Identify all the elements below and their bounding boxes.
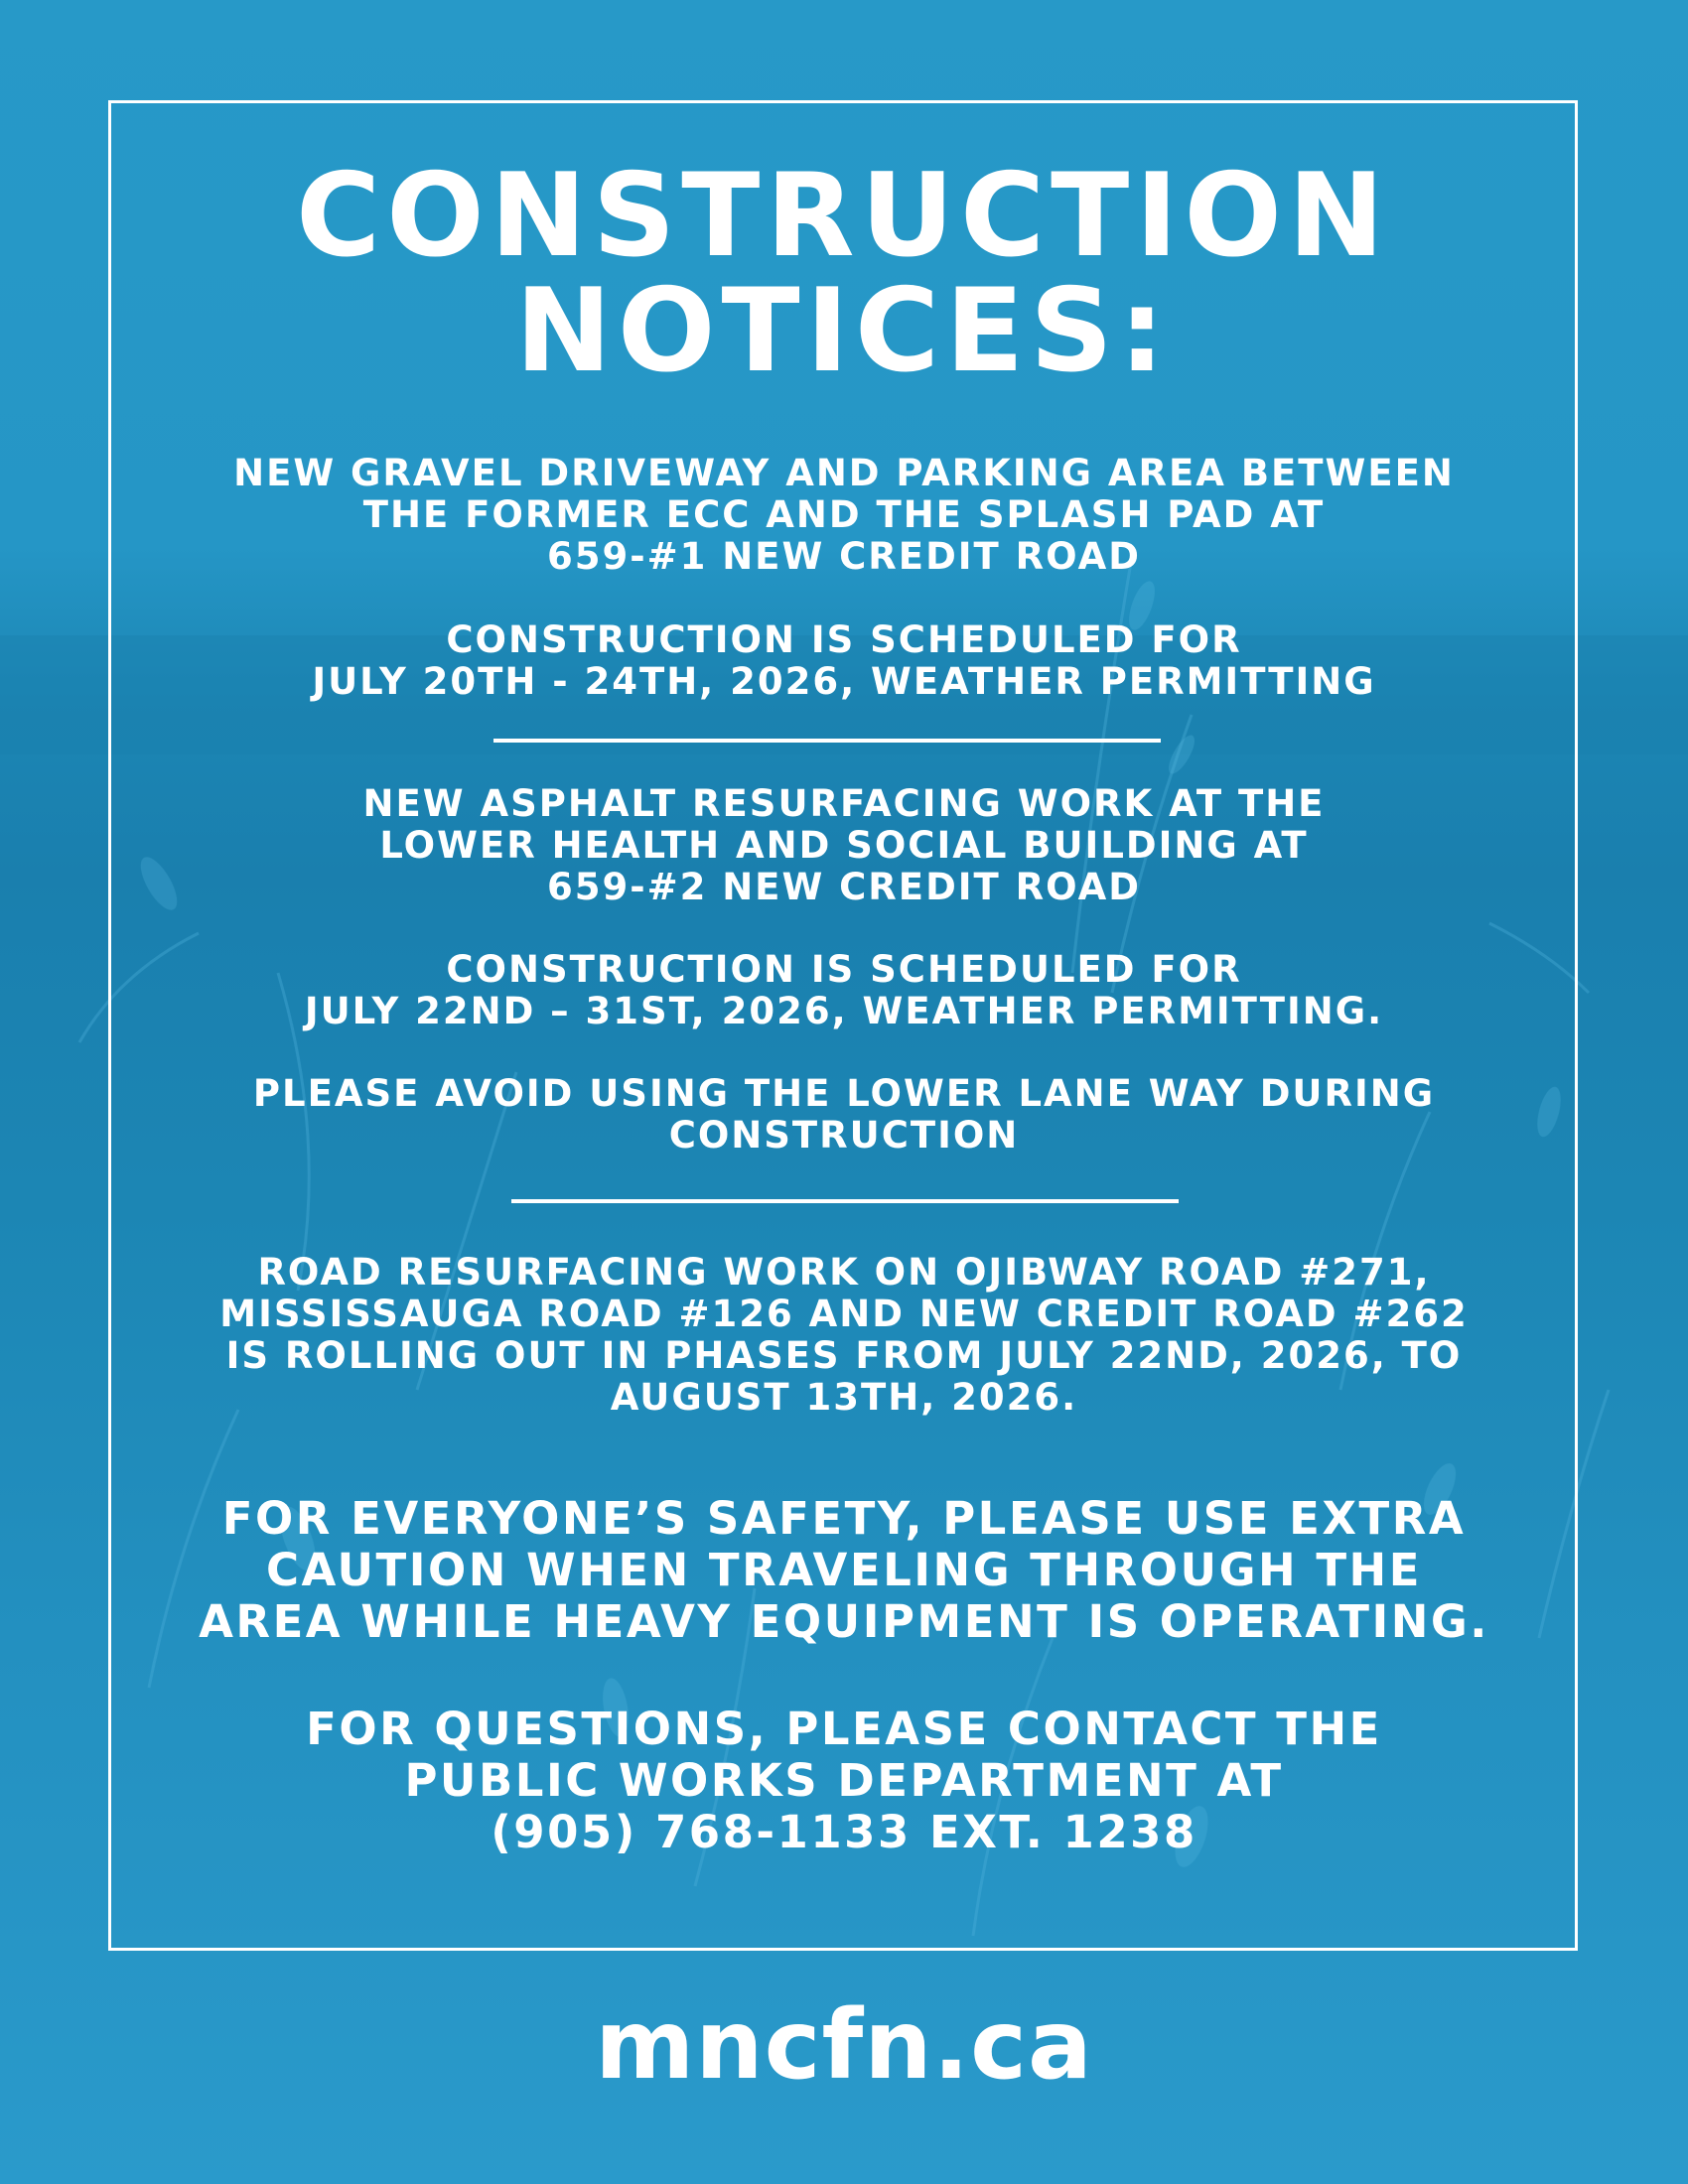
safety-line: AREA WHILE HEAVY EQUIPMENT IS OPERATING. [199,1595,1489,1648]
safety-line: CAUTION WHEN TRAVELING THROUGH THE [266,1544,1422,1596]
notice-line: CONSTRUCTION IS SCHEDULED FOR [446,948,1242,991]
notice2-schedule [139,949,1549,1032]
section-divider [493,739,1161,743]
notice-line: IS ROLLING OUT IN PHASES FROM JULY 22ND, 2026, TO [225,1334,1463,1377]
notice-line: THE FORMER ECC AND THE SPLASH PAD AT [362,493,1326,536]
notice-line: MISSISSAUGA ROAD #126 AND NEW CREDIT ROAD #262 [219,1293,1469,1335]
contact-message [139,1704,1549,1858]
contact-line: PUBLIC WORKS DEPARTMENT AT [404,1754,1284,1807]
notice-line: 659-#2 NEW CREDIT ROAD [547,866,1141,908]
page-title [108,149,1578,398]
notice-line: AUGUST 13TH, 2026. [610,1376,1078,1419]
title-line: NOTICES: [514,264,1172,398]
notice-line: JULY 20TH - 24TH, 2026, WEATHER PERMITTING [312,660,1376,703]
contact-line: (905) 768-1133 EXT. 1238 [491,1806,1197,1858]
notice2-description [139,783,1549,908]
section-divider [511,1199,1179,1203]
notice2-avoid [139,1073,1549,1157]
notice-line: NEW GRAVEL DRIVEWAY AND PARKING AREA BETWEEN [233,452,1455,494]
safety-line: FOR EVERYONE’S SAFETY, PLEASE USE EXTRA [221,1492,1467,1545]
website-url[interactable]: mncfn.ca [595,1989,1093,2101]
notice-line: NEW ASPHALT RESURFACING WORK AT THE [362,782,1326,825]
notice1-description [139,453,1549,578]
notice-line: CONSTRUCTION [668,1114,1020,1157]
notice-line: CONSTRUCTION IS SCHEDULED FOR [446,618,1242,661]
safety-message [139,1493,1549,1648]
notice3-description [139,1252,1549,1419]
notice-line: PLEASE AVOID USING THE LOWER LANE WAY DURING [252,1072,1436,1115]
notice-line: 659-#1 NEW CREDIT ROAD [547,535,1141,578]
notice-line: JULY 22ND – 31ST, 2026, WEATHER PERMITTING. [304,990,1384,1032]
notice1-schedule [139,619,1549,703]
notice-line: ROAD RESURFACING WORK ON OJIBWAY ROAD #271, [257,1251,1431,1294]
contact-line: FOR QUESTIONS, PLEASE CONTACT THE [306,1703,1382,1755]
title-line: CONSTRUCTION [295,149,1391,283]
notice-line: LOWER HEALTH AND SOCIAL BUILDING AT [379,824,1309,867]
